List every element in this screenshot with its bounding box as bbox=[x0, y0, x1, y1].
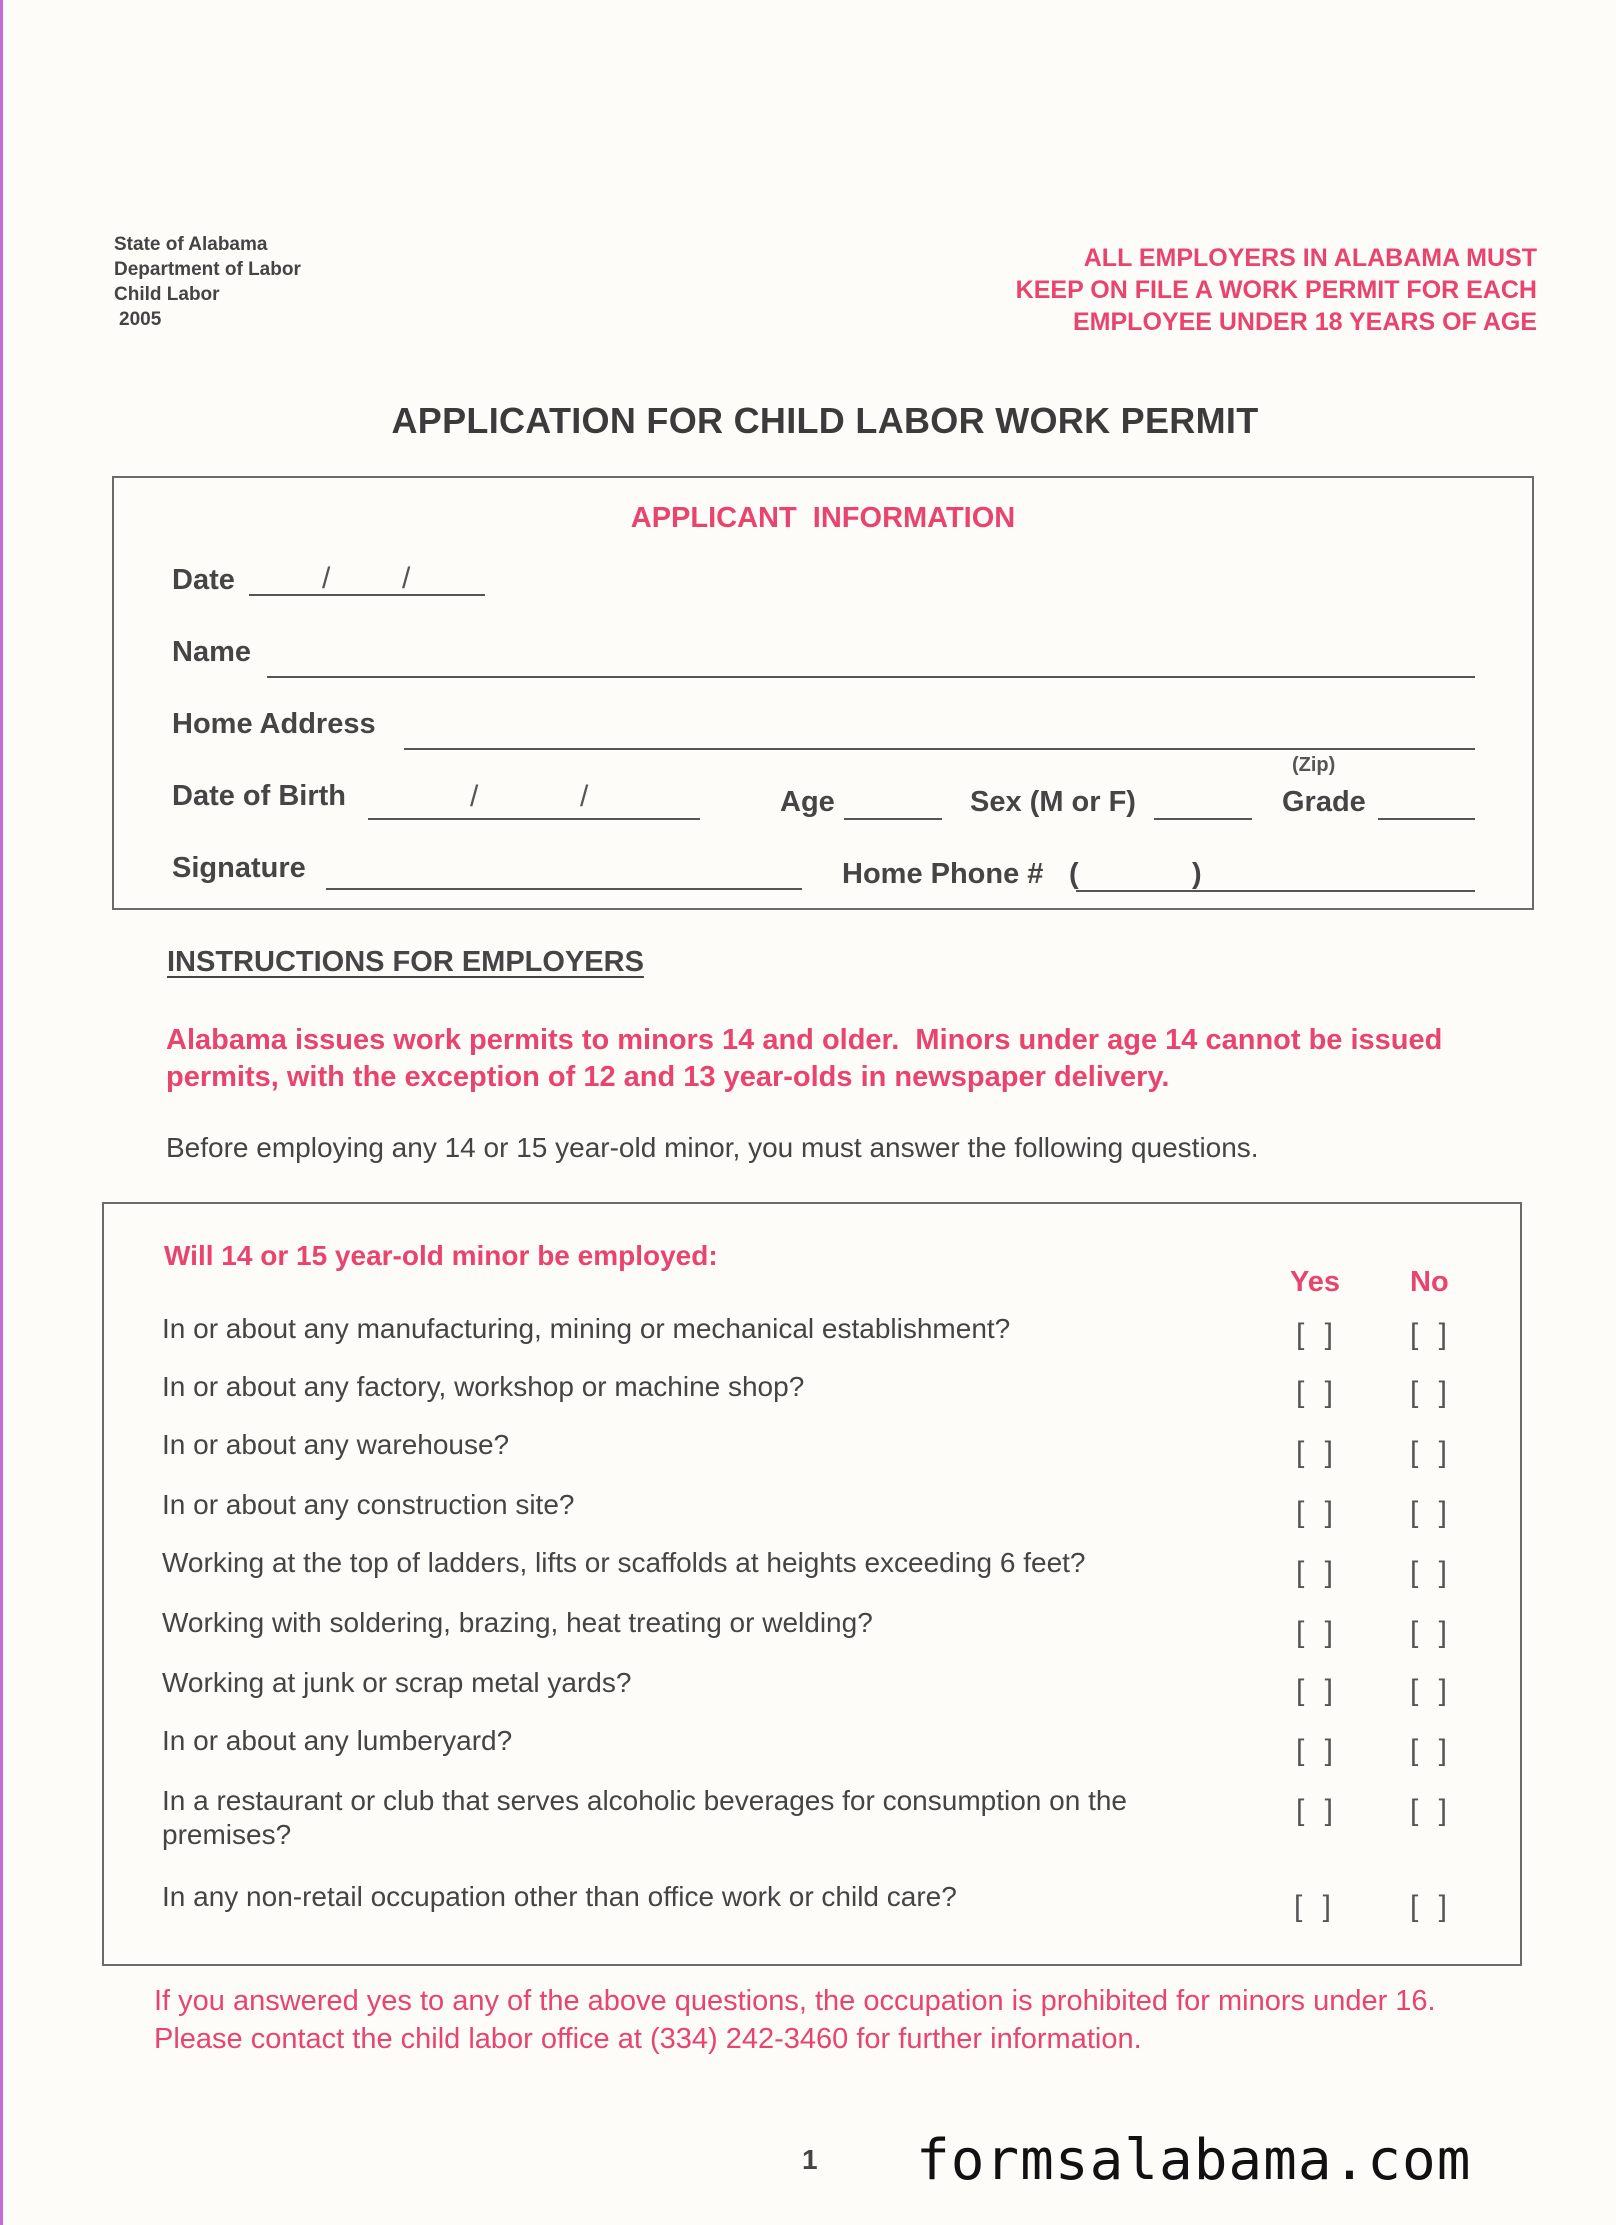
date-of-birth-label: Date of Birth bbox=[172, 780, 346, 812]
employer-instructions-text: Before employing any 14 or 15 year-old minor, you must answer the following questions. bbox=[166, 1132, 1259, 1163]
name-label: Name bbox=[172, 636, 251, 668]
no-checkbox[interactable]: [ ] bbox=[1410, 1556, 1454, 1589]
dob-separator: / bbox=[470, 780, 479, 813]
question-item: In or about any warehouse? bbox=[162, 1429, 510, 1460]
question-item: In or about any construction site? bbox=[162, 1489, 575, 1520]
signature-field[interactable] bbox=[326, 888, 802, 890]
age-label: Age bbox=[780, 786, 835, 818]
question-item: In any non-retail occupation other than office work or child care? bbox=[162, 1881, 957, 1912]
question-item: Working at the top of ladders, lifts or scaffolds at heights exceeding 6 feet? bbox=[162, 1547, 1086, 1578]
zip-label: (Zip) bbox=[1292, 754, 1336, 776]
area-code-open-paren: ( bbox=[1069, 858, 1079, 890]
yes-checkbox[interactable]: [ ] bbox=[1296, 1496, 1340, 1529]
yes-checkbox[interactable]: [ ] bbox=[1296, 1556, 1340, 1589]
yes-checkbox[interactable]: [ ] bbox=[1296, 1734, 1340, 1767]
yes-checkbox[interactable]: [ ] bbox=[1296, 1436, 1340, 1469]
yes-checkbox[interactable]: [ ] bbox=[1296, 1376, 1340, 1409]
yes-column-header: Yes bbox=[1290, 1266, 1340, 1298]
yes-checkbox[interactable]: [ ] bbox=[1296, 1674, 1340, 1707]
home-address-field[interactable] bbox=[404, 748, 1475, 750]
no-checkbox[interactable]: [ ] bbox=[1410, 1436, 1454, 1469]
no-column-header: No bbox=[1410, 1266, 1449, 1298]
date-field[interactable] bbox=[249, 594, 485, 596]
questions-heading: Will 14 or 15 year-old minor be employed: bbox=[164, 1240, 718, 1271]
name-field[interactable] bbox=[267, 676, 1475, 678]
date-separator: / bbox=[402, 562, 411, 595]
yes-checkbox[interactable]: [ ] bbox=[1296, 1616, 1340, 1649]
no-checkbox[interactable]: [ ] bbox=[1410, 1616, 1454, 1649]
dob-separator: / bbox=[580, 780, 589, 813]
home-phone-field[interactable] bbox=[1076, 890, 1475, 892]
agency-department: Department of Labor bbox=[114, 259, 301, 280]
employer-notice bbox=[1016, 242, 1537, 338]
applicant-heading: APPLICANT INFORMATION bbox=[630, 502, 1016, 534]
no-checkbox[interactable]: [ ] bbox=[1410, 1794, 1454, 1827]
prohibited-occupation-notice: If you answered yes to any of the above questions, the occupation is prohibited for minors under 16. Please contact the child labor office at (334) 242-3460 for further information. bbox=[154, 1985, 1452, 2055]
no-checkbox[interactable]: [ ] bbox=[1410, 1890, 1454, 1923]
no-checkbox[interactable]: [ ] bbox=[1410, 1734, 1454, 1767]
question-item: In or about any factory, workshop or machine shop? bbox=[162, 1371, 805, 1402]
area-code-close-paren: ) bbox=[1192, 858, 1202, 890]
employment-questions-box bbox=[102, 1202, 1522, 1966]
agency-division: Child Labor bbox=[114, 284, 220, 305]
permit-eligibility-notice: Alabama issues work permits to minors 14 and older. Minors under age 14 cannot be issued permits, with the exception of 12 and 13 year-olds in newspaper delivery. bbox=[166, 1024, 1451, 1093]
notice-line-1: ALL EMPLOYERS IN ALABAMA MUST bbox=[1083, 244, 1537, 272]
page-title: APPLICATION FOR CHILD LABOR WORK PERMIT bbox=[391, 400, 1259, 441]
notice-line-3: EMPLOYEE UNDER 18 YEARS OF AGE bbox=[1073, 308, 1537, 336]
yes-checkbox[interactable]: [ ] bbox=[1294, 1890, 1338, 1923]
question-item: In or about any lumberyard? bbox=[162, 1725, 513, 1756]
agency-block bbox=[114, 232, 301, 332]
no-checkbox[interactable]: [ ] bbox=[1410, 1376, 1454, 1409]
date-separator: / bbox=[322, 562, 331, 595]
applicant-information-box bbox=[112, 476, 1534, 910]
home-phone-label: Home Phone # bbox=[842, 858, 1044, 890]
date-of-birth-field[interactable] bbox=[368, 818, 700, 820]
sex-label: Sex (M or F) bbox=[970, 786, 1136, 818]
age-field[interactable] bbox=[844, 818, 942, 820]
no-checkbox[interactable]: [ ] bbox=[1410, 1496, 1454, 1529]
page-edge-rule bbox=[0, 0, 3, 2225]
home-address-label: Home Address bbox=[172, 708, 376, 740]
grade-field[interactable] bbox=[1378, 818, 1475, 820]
notice-line-2: KEEP ON FILE A WORK PERMIT FOR EACH bbox=[1015, 276, 1537, 304]
no-checkbox[interactable]: [ ] bbox=[1410, 1674, 1454, 1707]
question-item: In a restaurant or club that serves alcoholic beverages for consumption on the premises? bbox=[162, 1785, 1127, 1850]
question-item: Working with soldering, brazing, heat treating or welding? bbox=[162, 1607, 873, 1638]
yes-checkbox[interactable]: [ ] bbox=[1296, 1318, 1340, 1351]
agency-state: State of Alabama bbox=[114, 234, 268, 255]
grade-label: Grade bbox=[1282, 786, 1366, 818]
date-label: Date bbox=[172, 564, 235, 596]
no-checkbox[interactable]: [ ] bbox=[1410, 1318, 1454, 1351]
sex-field[interactable] bbox=[1154, 818, 1252, 820]
question-item: In or about any manufacturing, mining or mechanical establishment? bbox=[162, 1313, 1011, 1344]
yes-checkbox[interactable]: [ ] bbox=[1296, 1794, 1340, 1827]
agency-year: 2005 bbox=[119, 309, 162, 330]
instructions-heading: INSTRUCTIONS FOR EMPLOYERS bbox=[167, 946, 644, 978]
signature-label: Signature bbox=[172, 852, 306, 884]
site-watermark: formsalabama.com bbox=[916, 2128, 1472, 2193]
question-item: Working at junk or scrap metal yards? bbox=[162, 1667, 632, 1698]
page-number: 1 bbox=[802, 2144, 818, 2175]
